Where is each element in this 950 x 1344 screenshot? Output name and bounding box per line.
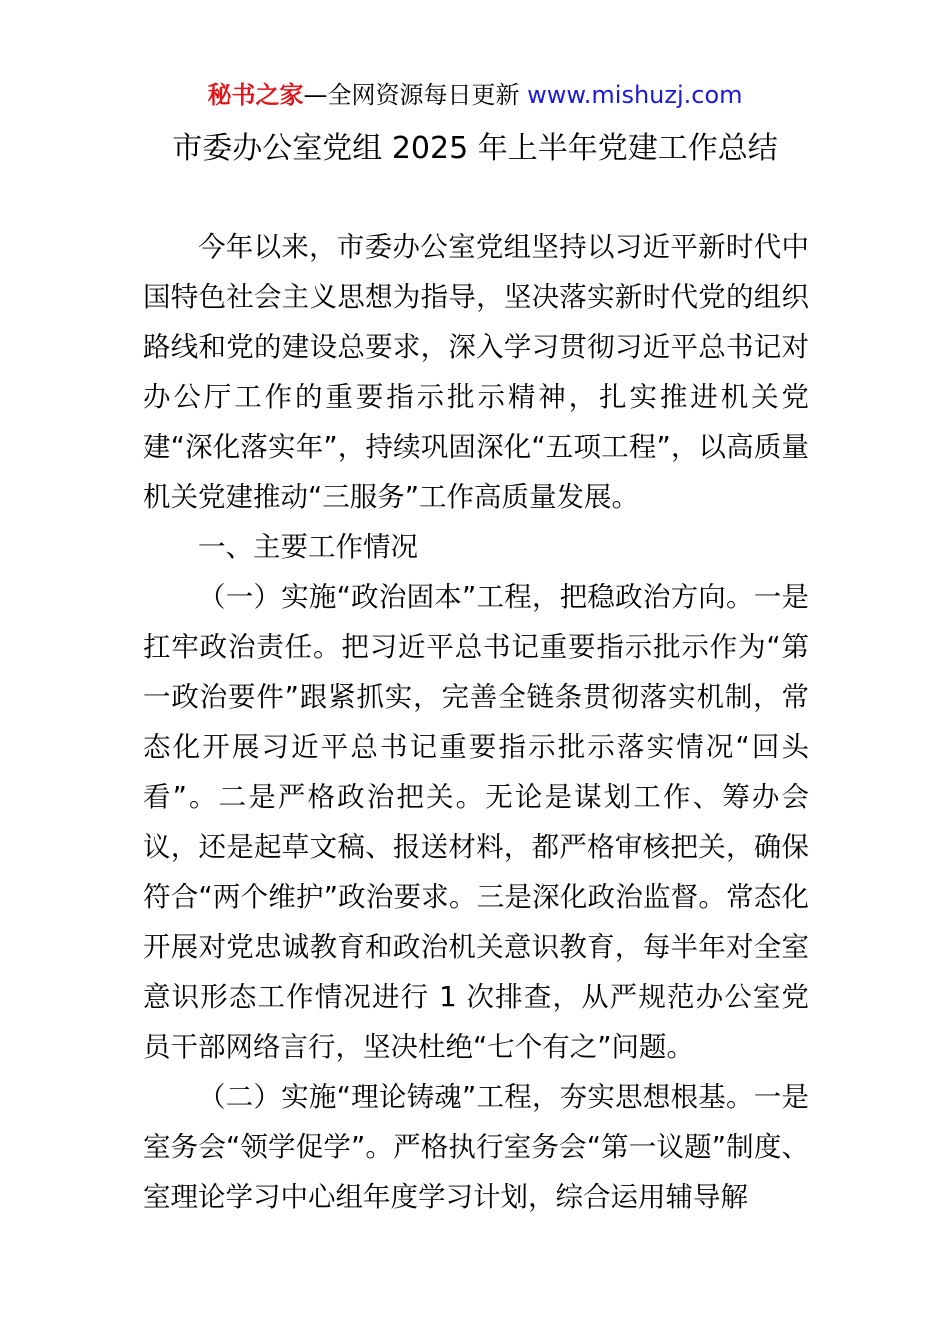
site-header bbox=[0, 78, 950, 112]
document-title: 市委办公室党组 2025 年上半年党建工作总结 bbox=[172, 131, 778, 166]
section-heading-1: 一、主要工作情况 bbox=[198, 531, 418, 563]
paragraph-theory: （二）实施“理论铸魂”工程，夯实思想根基。一是室务会“领学促学”。严格执行室务会“第一议题”制度、室理论学习中心组年度学习计划，综合运用辅导解 bbox=[143, 1081, 809, 1213]
document-body bbox=[143, 222, 809, 1222]
site-name: 秘书之家 bbox=[207, 81, 304, 109]
paragraph-intro: 今年以来，市委办公室党组坚持以习近平新时代中国特色社会主义思想为指导，坚决落实新时代党的组织路线和党的建设总要求，深入学习贯彻习近平总书记对办公厅工作的重要指示批示精神，扎实推进机关党建“深化落实年”，持续巩固深化“五项工程”，以高质量机关党建推动“三服务”工作高质量发展。 bbox=[143, 231, 809, 513]
site-url-link[interactable]: www.mishuzj.com bbox=[527, 81, 743, 109]
paragraph-political: （一）实施“政治固本”工程，把稳政治方向。一是扛牢政治责任。把习近平总书记重要指示批示作为“第一政治要件”跟紧抓实，完善全链条贯彻落实机制，常态化开展习近平总书记重要指示批示落实情况“回头看”。二是严格政治把关。无论是谋划工作、筹办会议，还是起草文稿、报送材料，都严格审核把关，确保符合“两个维护”政治要求。三是深化政治监督。常态化开展对党忠诚教育和政治机关意识教育，每半年对全室意识形态工作情况进行 1 次排查，从严规范办公室党员干部网络言行，坚决杜绝“七个有之”问题。 bbox=[143, 581, 809, 1063]
site-tagline: —全网资源每日更新 bbox=[303, 81, 520, 109]
